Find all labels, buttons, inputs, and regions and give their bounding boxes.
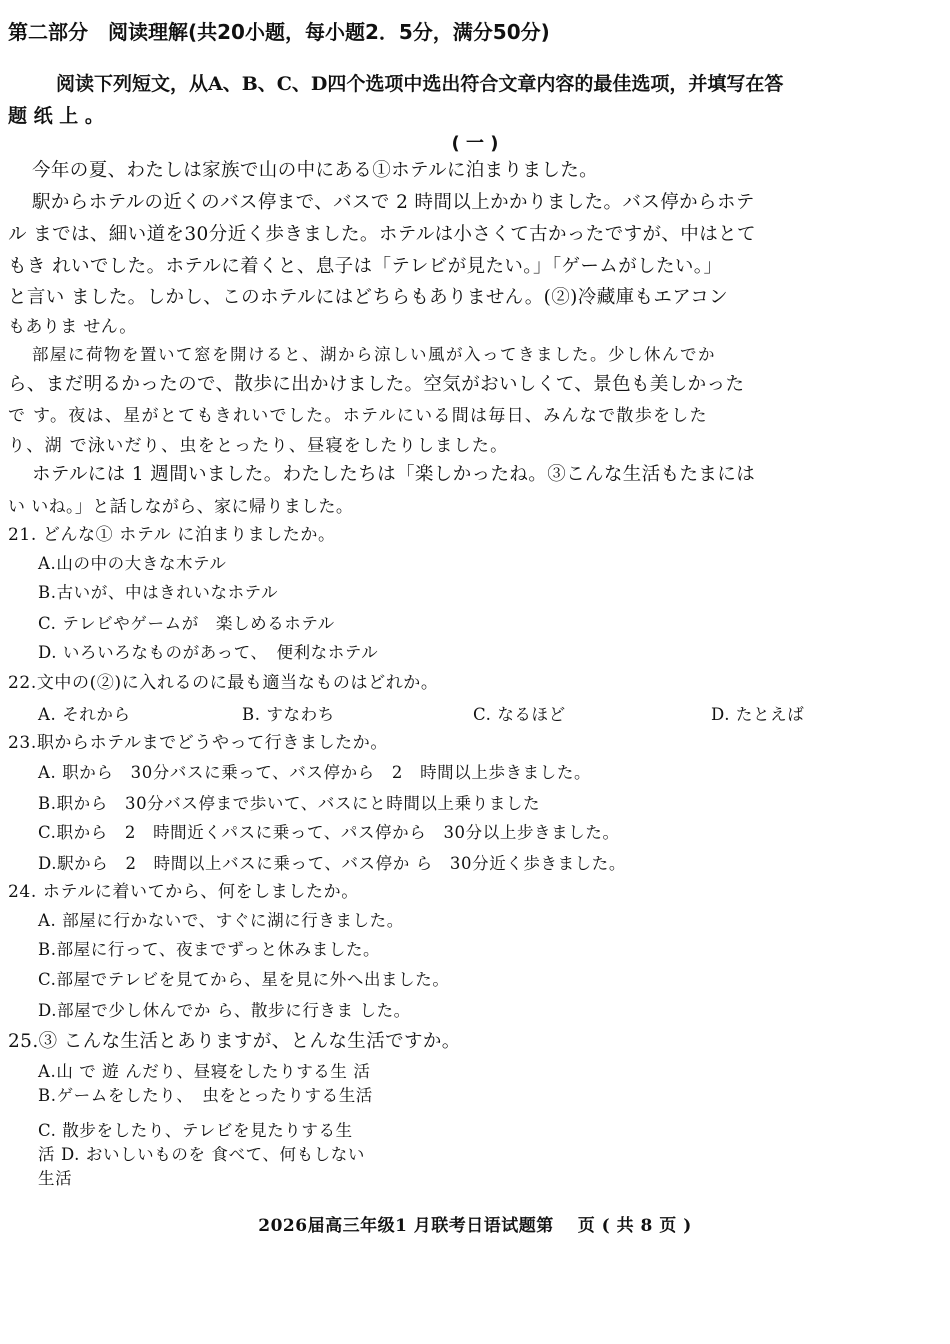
passage-line: 駅からホテルの近くのバス停まで、バスで 2 時間以上かかりました。バス停からホテ [32, 192, 755, 213]
option-21-d: D. いろいろなものがあって、 便利なホテル [38, 643, 379, 662]
passage-line: り、湖 で泳いだり、虫をとったり、昼寝をしたりしました。 [8, 436, 509, 456]
passage-line: と言い ました。しかし、このホテルにはどちらもありません。(②)冷藏庫もエアコン [8, 287, 729, 308]
option-24-c: C.部屋でテレビを見てから、星を見に外へ出ました。 [38, 970, 450, 989]
option-22-b: B. すなわち [242, 705, 335, 724]
passage-line: もありま せん。 [8, 317, 137, 337]
instruction-line-1: 阅读下列短文，从A、B、C、D四个选项中选出符合文章内容的最佳选项，并填写在答 [56, 73, 784, 95]
passage-line: 部屋に荷物を置いて窓を開けると、湖から涼しい風が入ってきました。少し休んでか [32, 345, 716, 364]
option-24-a: A. 部屋に行かないで、すぐに湖に行きました。 [38, 911, 404, 930]
option-22-c: C. なるほど [473, 705, 566, 724]
option-23-d: D.駅から 2 時間以上バスに乗って、バス停か ら 30分近く歩きました。 [38, 854, 626, 873]
question-21: 21. どんな① ホテル に泊まりましたか。 [8, 525, 336, 545]
option-25-line: C. 散步をしたり、テレビを見たりする生 [38, 1121, 353, 1140]
question-25: 25.③ こんな生活とありますが、とんな生活ですか。 [8, 1031, 461, 1052]
passage-line: もき れいでした。ホテルに着くと、息子は「テレビが見たい。」「ゲームがしたい。」 [8, 256, 723, 277]
option-25-line: A.山 で 遊 んだり、昼寝をしたりする生 活 [38, 1062, 371, 1081]
passage-title: ( 一 ) [451, 133, 499, 154]
passage-line: い いね。」と話しながら、家に帰りました。 [8, 497, 354, 517]
option-25-line: 生活 [38, 1169, 73, 1188]
option-21-c: C. テレビやゲームが 楽しめるホテル [38, 614, 335, 633]
passage-line: ら、まだ明るかったので、散歩に出かけました。空気がおいしくて、景色も美しかった [8, 374, 745, 395]
option-21-b: B.古いが、中はきれいなホテル [38, 583, 279, 602]
option-22-a: A. それから [38, 705, 131, 724]
option-23-b: B.职から 30分バス停まで歩いて、バスにと時間以上乗りました [38, 794, 541, 813]
passage-line: ホテルには 1 週間いました。わたしたちは「楽しかったね。③こんな生活もたまには [32, 464, 756, 485]
question-24: 24. ホテルに着いてから、何をしましたか。 [8, 882, 359, 902]
option-24-d: D.部屋で少し休んでか ら、散步に行きま した。 [38, 1001, 411, 1020]
passage-line: 今年の夏、わたしは家族で山の中にある①ホテルに泊まりました。 [32, 160, 599, 181]
instruction-line-2: 题 纸 上 。 [8, 105, 104, 127]
option-23-c: C.职から 2 時間近くパスに乗って、パス停から 30分以上步きました。 [38, 823, 620, 842]
page-footer: 2026届高三年级1 月联考日语试题第 页 ( 共 8 页 ) [258, 1216, 692, 1236]
question-23: 23.职からホテルまでどうやって行きましたか。 [8, 733, 388, 753]
passage-line: で す。夜は、星がとてもきれいでした。ホテルにいる間は毎日、みんなで散歩をした [8, 406, 708, 426]
question-22: 22.文中の(②)に入れるのに最も適当なものはどれか。 [8, 673, 439, 693]
option-25-line: B.ゲームをしたり、 虫をとったりする生活 [38, 1086, 373, 1105]
section-header: 第二部分 阅读理解(共20小题，每小题2．5分，满分50分) [8, 20, 550, 44]
option-25-line: 活 D. おいしいものを 食べて、何もしない [38, 1145, 365, 1164]
option-23-a: A. 职から 30分バスに乗って、バス停から 2 時間以上歩きました。 [38, 763, 592, 782]
passage-line: ル までは、細い道を30分近く歩きました。ホテルは小さくて古かったですが、中はとて [8, 224, 756, 245]
option-21-a: A.山の中の大きな木テル [38, 554, 227, 573]
option-24-b: B.部屋に行って、夜までずっと休みました。 [38, 940, 381, 959]
option-22-d: D. たとえば [711, 705, 805, 724]
